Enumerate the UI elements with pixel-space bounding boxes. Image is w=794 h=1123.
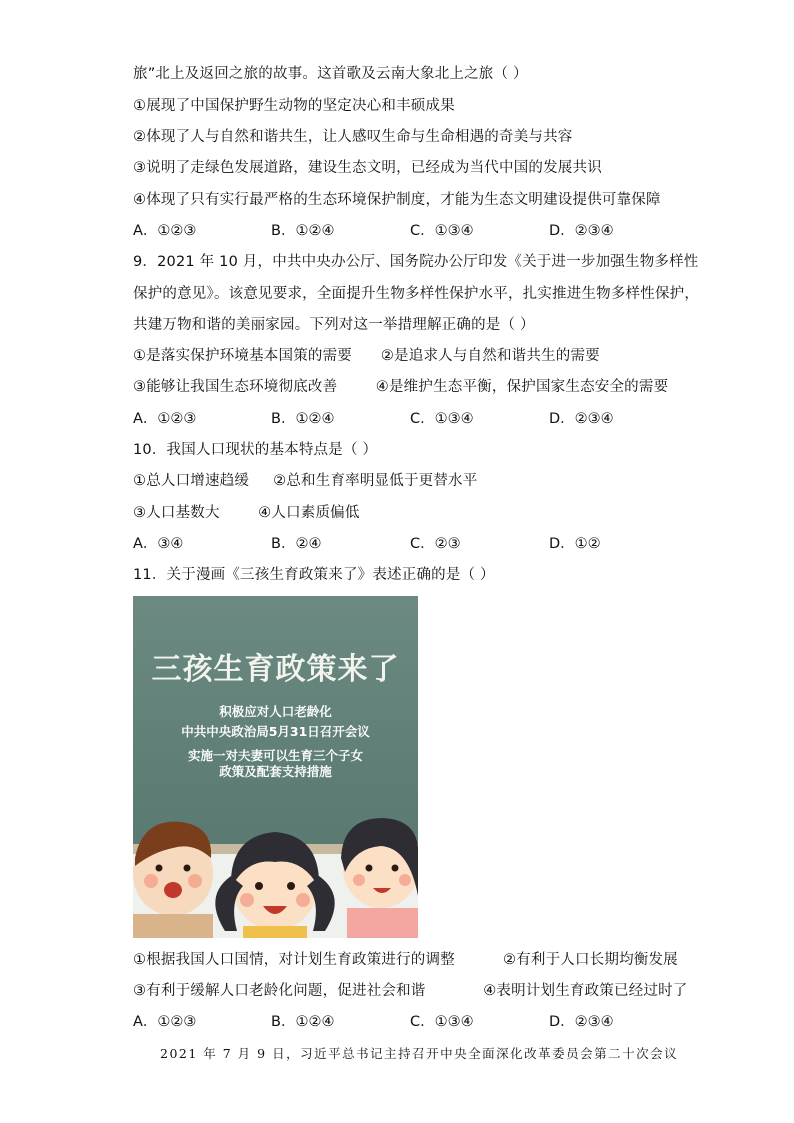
q8-item-2: ②体现了人与自然和谐共生，让人感叹生命与生命相遇的奇美与共容	[133, 129, 573, 145]
q8-item-4: ④体现了只有实行最严格的生态环境保护制度，才能为生态文明建设提供可靠保障	[133, 192, 661, 208]
q11-items-row-2: ③有利于缓解人口老龄化问题，促进社会和谐 ④表明计划生育政策已经过时了	[133, 983, 688, 999]
q8-option-a[interactable]: A．①②③	[133, 223, 197, 239]
q10-options	[133, 534, 653, 554]
q11-option-d[interactable]: D．②③④	[549, 1014, 614, 1030]
q10-items-row-2: ③人口基数大 ④人口素质偏低	[133, 505, 360, 521]
children-illustration	[133, 596, 418, 938]
q11-options	[133, 1012, 653, 1032]
q11-option-b[interactable]: B．①②④	[271, 1014, 335, 1030]
q8-option-d[interactable]: D．②③④	[549, 223, 614, 239]
q11-items-row-1: ①根据我国人口国情，对计划生育政策进行的调整 ②有利于人口长期均衡发展	[133, 952, 678, 968]
cartoon-poster	[133, 596, 418, 938]
q9-stem-line-1: 9．2021 年 10 月，中共中央办公厅、国务院办公厅印发《关于进一步加强生物多样性	[133, 254, 699, 270]
q8-item-1: ①展现了中国保护野生动物的坚定决心和丰硕成果	[133, 98, 455, 114]
q8-option-c[interactable]: C．①③④	[410, 223, 474, 239]
q10-items-row-1: ①总人口增速趋缓 ②总和生育率明显低于更替水平	[133, 473, 478, 489]
q9-option-b[interactable]: B．①②④	[271, 411, 335, 427]
q8-options	[133, 221, 653, 241]
q10-option-a[interactable]: A．③④	[133, 536, 184, 552]
boy-left-figure	[133, 822, 213, 938]
q9-option-c[interactable]: C．①③④	[410, 411, 474, 427]
q11-stem: 11．关于漫画《三孩生育政策来了》表述正确的是（ ）	[133, 567, 495, 583]
q11-option-c[interactable]: C．①③④	[410, 1014, 474, 1030]
poster-title: 三孩生育政策来了	[151, 652, 400, 687]
q10-option-c[interactable]: C．②③	[410, 536, 461, 552]
q8-stem: 旅”北上及返回之旅的故事。这首歌及云南大象北上之旅（ ）	[133, 66, 528, 82]
poster-subtitle-2: 中共中央政治局5月31日召开会议	[181, 724, 370, 739]
q9-option-d[interactable]: D．②③④	[549, 411, 614, 427]
q10-option-b[interactable]: B．②④	[271, 536, 322, 552]
q8-item-3: ③说明了走绿色发展道路，建设生态文明，已经成为当代中国的发展共识	[133, 160, 602, 176]
q9-items-row-1: ①是落实保护环境基本国策的需要 ②是追求人与自然和谐共生的需要	[133, 348, 600, 364]
q9-stem-line-2: 保护的意见》。该意见要求，全面提升生物多样性保护水平，扎实推进生物多样性保护，	[133, 286, 700, 302]
q9-option-a[interactable]: A．①②③	[133, 411, 197, 427]
q10-stem: 10．我国人口现状的基本特点是（ ）	[133, 442, 378, 458]
poster-subtitle-4: 政策及配套支持措施	[219, 764, 332, 779]
q9-items-row-2: ③能够让我国生态环境彻底改善 ④是维护生态平衡，保护国家生态安全的需要	[133, 379, 669, 395]
poster-subtitle-3: 实施一对夫妻可以生育三个子女	[187, 748, 363, 763]
q9-stem-line-3: 共建万物和谐的美丽家园。下列对这一举措理解正确的是（ ）	[133, 317, 535, 333]
girl-right-figure	[341, 818, 418, 938]
q10-option-d[interactable]: D．①②	[549, 536, 601, 552]
q8-option-b[interactable]: B．①②④	[271, 223, 335, 239]
q11-option-a[interactable]: A．①②③	[133, 1014, 197, 1030]
poster-subtitle-1: 积极应对人口老龄化	[219, 704, 332, 719]
q9-options	[133, 409, 653, 429]
footer-text: 2021 年 7 月 9 日，习近平总书记主持召开中央全面深化改革委员会第二十次会议	[160, 1046, 679, 1061]
